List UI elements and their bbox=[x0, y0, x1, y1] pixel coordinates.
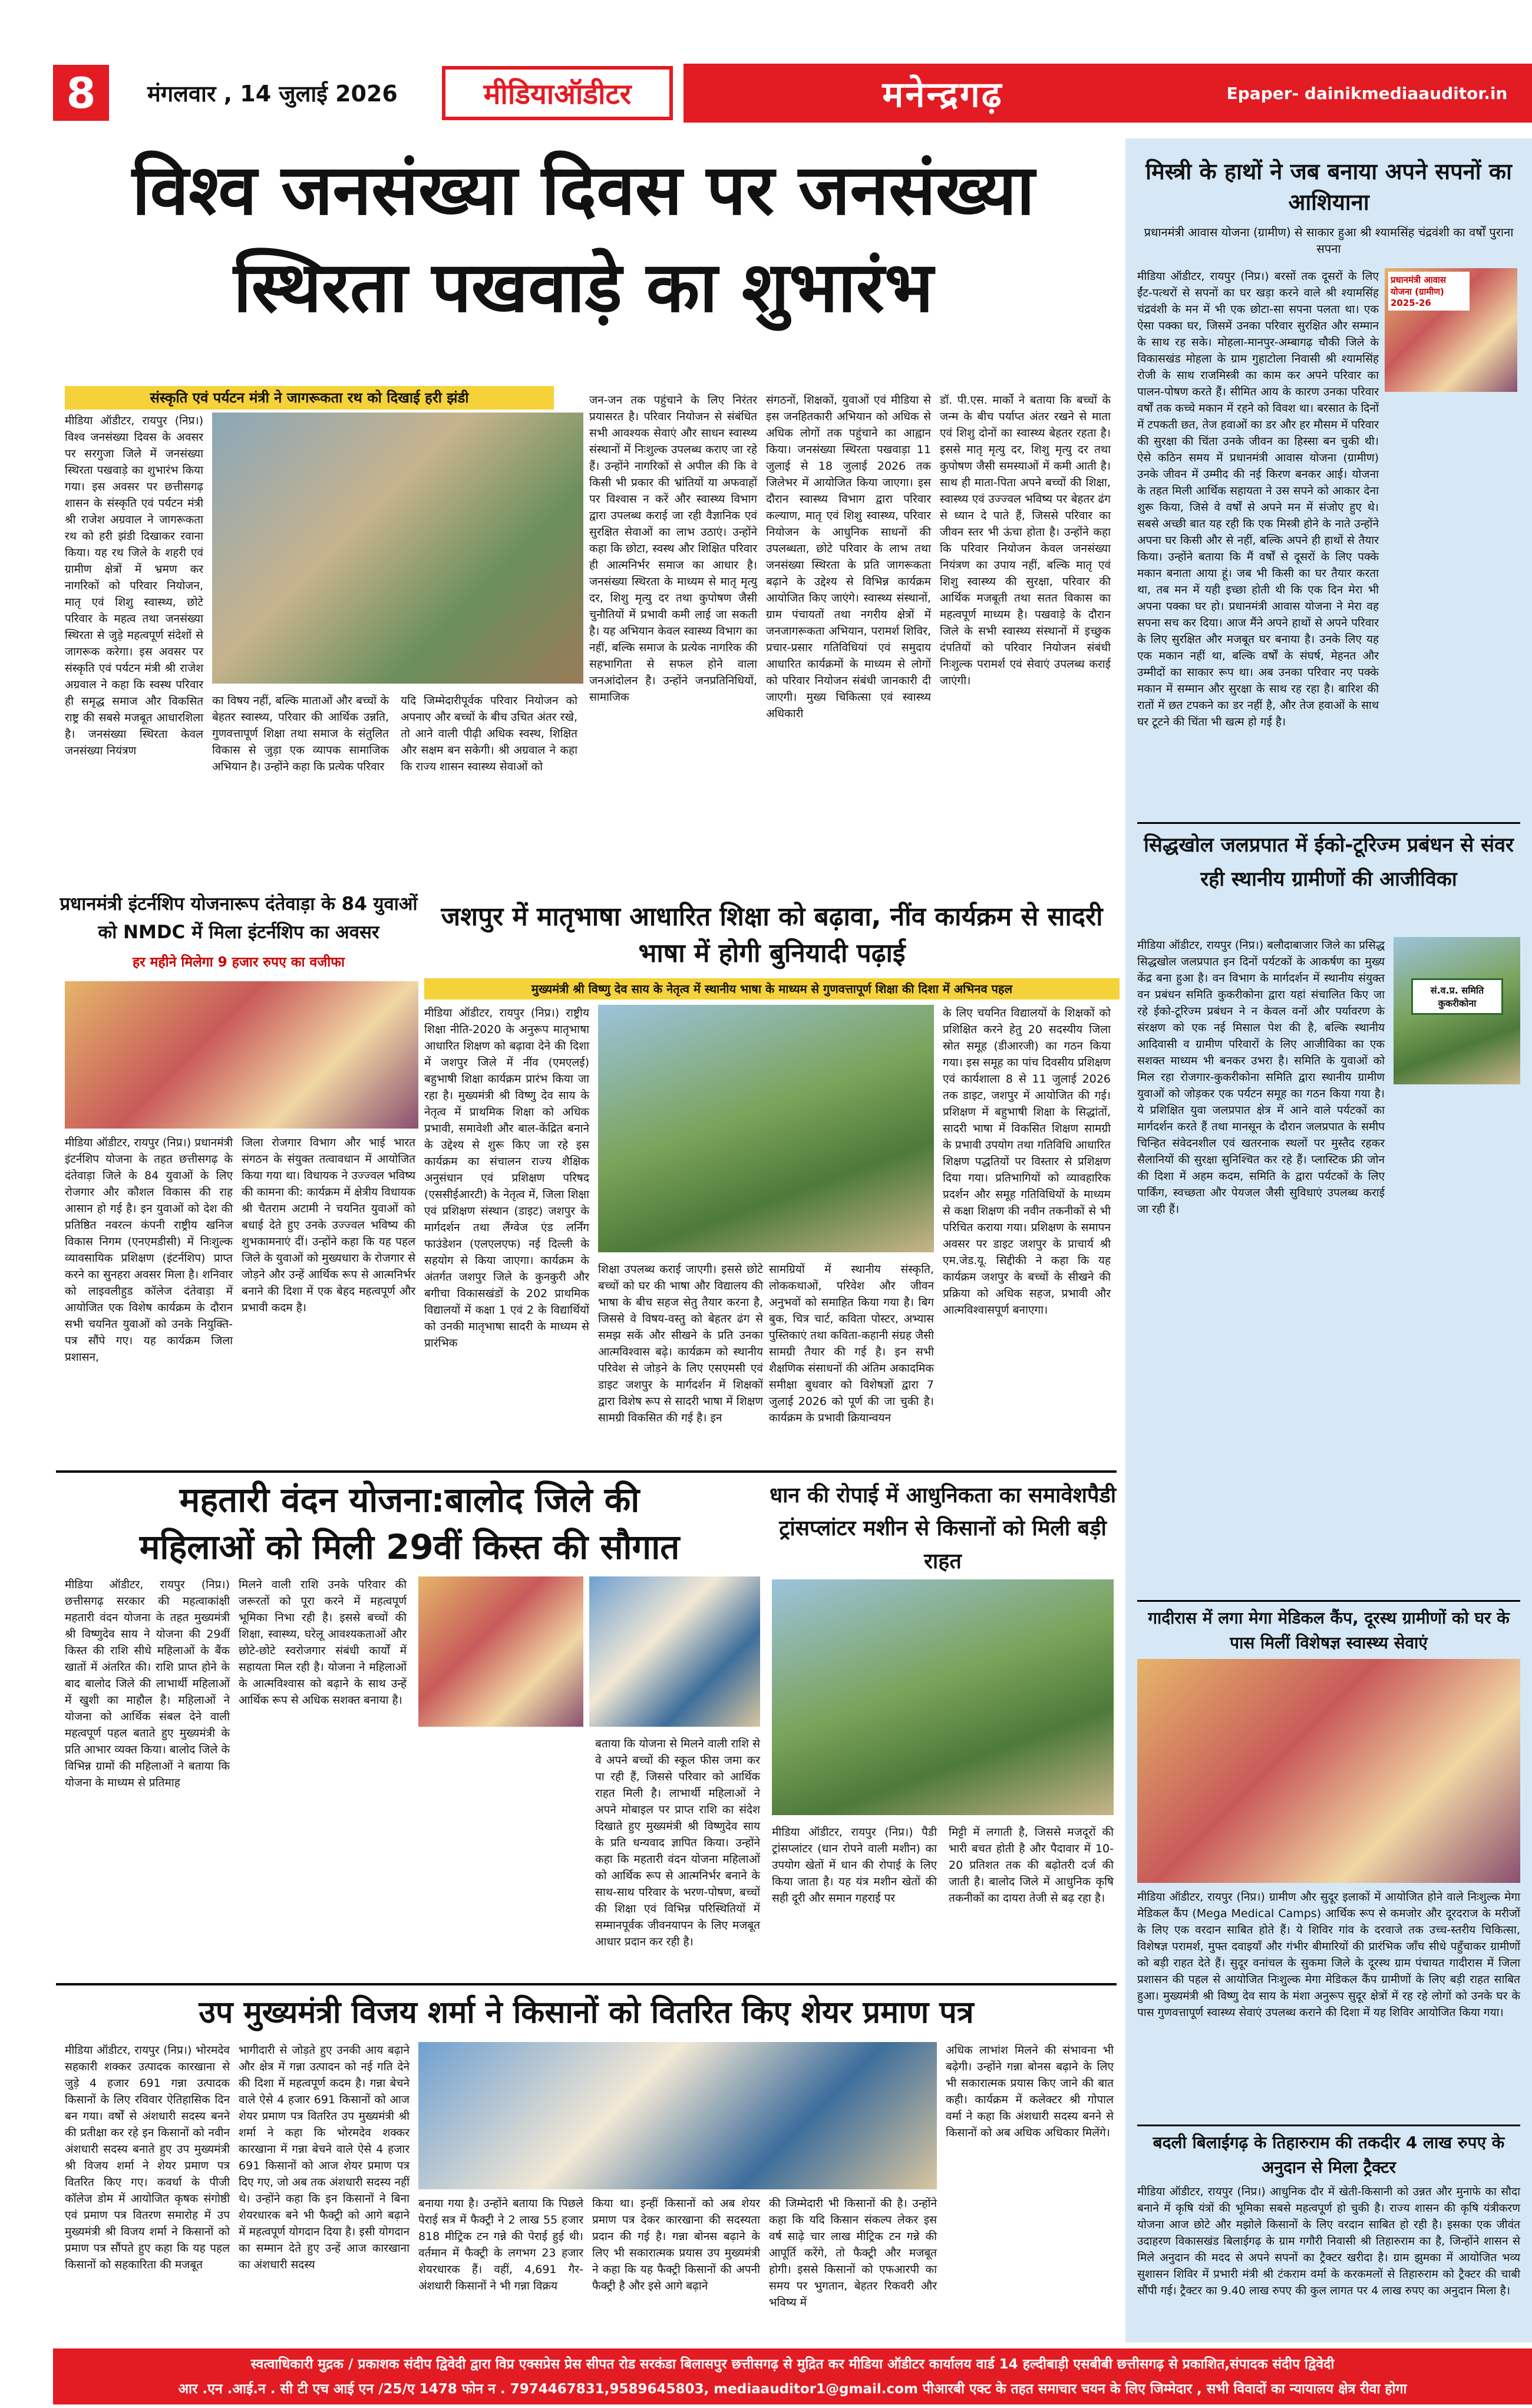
imprint-line2: आर .एन .आई.न . सी टी एच आई एन /25/ए 1478 फोन न . 7974467831,9589645803, mediaauditor1@gmail.com पीआरबी एक्ट के तहत समाचार चयन के लिए जिम्मेदार , सभी विवादों का न्यायालय क्षेत्र रीवा होगा bbox=[178, 2381, 1407, 2397]
sidebar-story1-photo bbox=[1385, 268, 1517, 392]
mahtari-col-3: बताया कि योजना से मिलने वाली राशि से वे अपने बच्चों की स्कूल फीस जमा कर पा रही हैं, जिससे परिवार को आर्थिक राहत मिली है। लाभार्थी महिलाओं ने अपने मोबाइल पर प्राप्त राशि का संदेश दिखाते हुए मुख्यमंत्री श्री विष्णुदेव साय के प्रति धन्यवाद ज्ञापित किया। उन्होंने कहा कि महतारी वंदन योजना महिलाओं को आर्थिक रूप से आत्मनिर्भर बनाने के साथ-साथ परिवार के भरण-पोषण, बच्चों की शिक्षा एवं विभिन्न परिस्थितियों में सम्मानपूर्वक जीवनयापन के लिए मजबूत आधार प्रदान कर रही है। bbox=[595, 1737, 760, 1948]
mahtari-photo-1 bbox=[418, 1576, 583, 1727]
sidebar bbox=[1125, 138, 1532, 2343]
share-col-1: मीडिया ऑडीटर, रायपुर (निप्र।) भोरमदेव सहकारी शक्कर उत्पादक कारखाना से जुड़े 4 हजार 691 गन्ना उत्पादक किसानों के लिए रविवार ऐतिहासिक दिन बन गया। वर्षों से अंशधारी सदस्य बनने की प्रतीक्षा कर रहे इन किसानों को नवीन अंशधारी सदस्य बनाते हुए उप मुख्यमंत्री श्री विजय शर्मा ने शेयर प्रमाण पत्र वितरित किए गए। कवर्धा के पीजी कॉलेज डोम में आयोजित कृषक संगोष्ठी एवं प्रमाण पत्र वितरण समारोह में उप मुख्यमंत्री श्री विजय शर्मा ने किसानों को प्रमाण पत्र सौंपते हुए कहा कि यह पहल किसानों को सहकारिता की मजबूत bbox=[65, 2044, 230, 2271]
signboard-line2: कुकरीकोना bbox=[1438, 998, 1477, 1009]
lead-col-1: मीडिया ऑडीटर, रायपुर (निप्र।) विश्व जनसंख्या दिवस के अवसर पर सरगुजा जिले में जनसंख्या स्थिरता पखवाड़े का शुभारंभ किया गया। इस अवसर पर छत्तीसगढ़ शासन के संस्कृति एवं पर्यटन मंत्री श्री राजेश अग्रवाल ने जागरूकता रथ को हरी झंडी दिखाकर रवाना किया। यह रथ जिले के शहरी एवं ग्रामीण क्षेत्रों में भ्रमण कर नागरिकों को परिवार नियोजन, मातृ एवं शिशु स्वास्थ्य, छोटे परिवार के महत्व तथा जनसंख्या स्थिरता से जुड़े महत्वपूर्ण संदेशों से जागरूक करेगा। इस अवसर पर संस्कृति एवं पर्यटन मंत्री श्री राजेश अग्रवाल ने कहा कि स्वस्थ परिवार ही समृद्ध समाज और विकसित राष्ट्र की सबसे मजबूत आधारशिला है। जनसंख्या स्थिरता केवल जनसंख्या नियंत्रण bbox=[65, 414, 203, 757]
jashpur-photo bbox=[598, 1005, 934, 1252]
sidebar-story3-headline: गादीरास में लगा मेगा मेडिकल कैंप, दूरस्थ ग्रामीणों को घर के पास मिलीं विशेषज्ञ स्वास्थ्य सेवाएं bbox=[1148, 1608, 1510, 1652]
page-number: 8 bbox=[53, 65, 109, 121]
share-col-3: बनाया गया है। उन्होंने बताया कि पिछले पेराई सत्र में फैक्ट्री ने 2 लाख 55 हजार 818 मीट्रिक टन गन्ने की पेराई हुई थी। वर्तमान में फैक्ट्री के लगभग 23 हजार शेयरधारक हैं। वहीं, 4,691 गैर-अंशधारी किसानों ने भी गन्ना विक्रय bbox=[418, 2197, 583, 2292]
divider bbox=[1137, 2125, 1520, 2126]
lead-headline-line2: स्थिरता पखवाड़े का शुभारंभ bbox=[233, 246, 933, 328]
paddy-photo bbox=[772, 1579, 1114, 1815]
share-col-6: अधिक लाभांश मिलने की संभावना भी बढ़ेगी। उन्होंने गन्ना बोनस बढ़ाने के लिए भी सकारात्मक प्रयास किए जाने की बात कही। कार्यक्रम में कलेक्टर श्री गोपाल वर्मा ने कहा कि अंशधारी सदस्य बनने से किसानों को अब अधिक अधिकार मिलेंगे। bbox=[946, 2044, 1114, 2139]
jashpur-col-3: सामग्रियों में स्थानीय संस्कृति, लोककथाओं, परिवेश और जीवन अनुभवों को समाहित किया गया है। बिग बुक, चित्र चार्ट, कविता पोस्टर, अभ्यास पुस्तिकाएं तथा कविता-कहानी संग्रह जैसी सामग्री तैयार की गई है। इन सभी शैक्षणिक संसाधनों की अंतिम अकादमिक समीक्षा बुधवार को विशेषज्ञों द्वारा 7 जुलाई 2026 को पूर्ण की जा चुकी है। कार्यक्रम के प्रभावी क्रियान्वयन bbox=[769, 1263, 934, 1424]
sidebar-story4-headline: बदली बिलाईगढ़ के तिहारुराम की तकदीर 4 लाख रुपए के अनुदान से मिला ट्रैक्टर bbox=[1153, 2133, 1505, 2177]
mahtari-photo-2 bbox=[589, 1576, 760, 1727]
paddy-headline: धान की रोपाई में आधुनिकता का समावेशपैडी ट्रांसप्लांटर मशीन से किसानों को मिली बड़ी राहत bbox=[769, 1483, 1117, 1574]
imprint-footer bbox=[53, 2348, 1532, 2404]
lead-col-6: डॉ. पी.एस. मार्को ने बताया कि बच्चों के जन्म के बीच पर्याप्त अंतर रखने से माता एवं शिशु दोनों का स्वास्थ्य बेहतर रहता है। इससे मातृ मृत्यु दर, शिशु मृत्यु दर तथा कुपोषण जैसी समस्याओं में कमी आती है। साथ ही माता-पिता अपने बच्चों की शिक्षा, स्वास्थ्य एवं उज्ज्वल भविष्य पर बेहतर ढंग से ध्यान दे पाते हैं, जिससे परिवार का जीवन स्तर भी ऊंचा होता है। उन्होंने कहा कि परिवार नियोजन केवल जनसंख्या नियंत्रण का उपाय नहीं, बल्कि मातृ एवं शिशु स्वास्थ्य की सुरक्षा, परिवार की आर्थिक मजबूती तथा सतत विकास का महत्वपूर्ण माध्यम है। पखवाड़े के दौरान जिले के सभी स्वास्थ्य संस्थानों में इच्छुक दंपतियों को परिवार नियोजन संबंधी निःशुल्क परामर्श एवं सेवाएं उपलब्ध कराई जाएंगी। bbox=[940, 394, 1111, 687]
sidebar-story2-headline: सिद्धखोल जलप्रपात में ईको-टूरिज्म प्रबंधन से संवर रही स्थानीय ग्रामीणों की आजीविका bbox=[1144, 833, 1514, 891]
share-photo bbox=[418, 2042, 937, 2189]
sidebar-story1-headline: मिस्त्री के हाथों ने जब बनाया अपने सपनों का आशियाना bbox=[1145, 159, 1512, 215]
divider bbox=[1137, 822, 1520, 824]
lead-col-3: यदि जिम्मेदारीपूर्वक परिवार नियोजन को अपनाए और बच्चों के बीच उचित अंतर रखे, तो आने वाली पीढ़ी अधिक स्वस्थ, शिक्षित और सक्षम बन सकेगी। श्री अग्रवाल ने कहा कि राज्य शासन स्वास्थ्य सेवाओं को bbox=[401, 694, 577, 773]
jashpur-col-2: शिक्षा उपलब्ध कराई जाएगी। इससे छोटे बच्चों को घर की भाषा और विद्यालय की भाषा के बीच सहज सेतु तैयार करना है, जिससे वे विषय-वस्तु को बेहतर ढंग से समझ सकें और सीखने के प्रति उनका आत्मविश्वास बढ़े। कार्यक्रम को स्थानीय परिवेश से जोड़ने के लिए एसएमसी एवं डाइट जशपुर के मार्गदर्शन में शिक्षकों द्वारा विशेष रूप से सादरी भाषा में शिक्षण सामग्री विकसित की गई है। इन bbox=[598, 1263, 763, 1424]
nmdc-photo bbox=[65, 981, 418, 1129]
paddy-col-2: मिट्टी में लगाती है, जिससे मजदूरों की भारी बचत होती है और पैदावार में 10-20 प्रतिशत तक की बढ़ोतरी दर्ज की जाती है। बालोद जिले में आधुनिक कृषि तकनीकों का दायरा तेजी से बढ़ रहा है। bbox=[949, 1826, 1114, 1905]
section-city: मनेन्द्रगढ़ bbox=[684, 64, 1202, 123]
sidebar-story2-body: मीडिया ऑडीटर, रायपुर (निप्र।) बलौदाबाजार जिले का प्रसिद्ध सिद्धखोल जलप्रपात इन दिनों पर्यटकों के आकर्षण का मुख्य केंद्र बना हुआ है। वन विभाग के मार्गदर्शन में स्थानीय संयुक्त वन प्रबंधन समिति कुकरीकोना द्वारा यहां संचालित किए जा रहे ईको-टूरिज्म प्रबंधन ने न केवल वनों और पर्यावरण के संरक्षण को एक नई मिसाल पेश की है, बल्कि स्थानीय आदिवासी व ग्रामीण परिवारों के लिए आजीविका का एक सशक्त माध्यम भी बनकर उभरा है। समिति के युवाओं को मिल रहा रोजगार-कुकरीकोना समिति द्वारा स्थानीय ग्रामीण युवाओं को जोड़कर एक पर्यटन समूह का गठन किया गया है। ये प्रशिक्षित युवा जलप्रपात क्षेत्र में आने वाले पर्यटकों का मार्गदर्शन करते हैं तथा मानसून के दौरान जलप्रपात के समीप चिन्हित संवेदनशील एवं खतरनाक स्थलों पर मुस्तैद रहकर सैलानियों की सुरक्षा सुनिश्चित कर रहे हैं। प्लास्टिक फ्री जोन की दिशा में अहम कदम, समिति के द्वारा पर्यटकों के लिए पार्किंग, स्वच्छता और पेयजल जैसी सुविधाएं उपलब्ध कराई जा रही हैं। bbox=[1137, 939, 1385, 1216]
sidebar-story1-body-b bbox=[1137, 392, 1520, 816]
jashpur-headline: जशपुर में मातृभाषा आधारित शिक्षा को बढ़ावा, नींव कार्यक्रम से सादरी भाषा में होगी बुनियादी पढ़ाई bbox=[441, 902, 1103, 968]
lead-headline bbox=[53, 141, 1114, 336]
divider bbox=[1137, 1600, 1520, 1602]
jashpur-kicker: मुख्यमंत्री श्री विष्णु देव साय के नेतृत्व में स्थानीय भाषा के माध्यम से गुणवत्तापूर्ण शिक्षा की दिशा में अभिनव पहल bbox=[424, 978, 1120, 1000]
pm-awas-badge: प्रधानमंत्री आवास योजना (ग्रामीण) 2025-26 bbox=[1388, 272, 1470, 311]
sidebar-story3-body: मीडिया ऑडीटर, रायपुर (निप्र।) ग्रामीण और सुदूर इलाकों में आयोजित होने वाले निःशुल्क मेगा मेडिकल कैंप (Mega Medical Camps) आर्थिक रूप से कमजोर और दूरदराज के मरीजों के लिए एक वरदान साबित होते हैं। ये शिविर गांव के दरवाजे तक उच्च-स्तरीय चिकित्सा, विशेषज्ञ परामर्श, मुफ्त दवाइयाँ और गंभीर बीमारियों की प्रारंभिक जाँच सीधे पहुँचाकर ग्रामीणों को बड़ी राहत देते हैं। सुदूर वनांचल के सुकमा जिले के दूरस्थ ग्राम पंचायत गादीरास में जिला प्रशासन की पहल से आयोजित निःशुल्क मेगा मेडिकल कैंप ग्रामीणों के लिए बड़ी राहत साबित हुआ। मुख्यमंत्री श्री विष्णु देव साय के मंशा अनुरूप सुदूर क्षेत्रों में रह रहे लोगों को उनके घर के पास गुणवत्तापूर्ण स्वास्थ्य सेवाएं उपलब्ध कराने की दिशा में यह शिविर आयोजित किया गया। bbox=[1137, 1891, 1520, 2019]
mahtari-headline-line1: महतारी वंदन योजना:बालोद जिले की bbox=[179, 1480, 640, 1520]
lead-headline-line1: विश्व जनसंख्या दिवस पर जनसंख्या bbox=[132, 149, 1035, 230]
committee-signboard bbox=[1411, 978, 1503, 1015]
divider bbox=[56, 1983, 1117, 1985]
sidebar-story1-sub: प्रधानमंत्री आवास योजना (ग्रामीण) से साकार हुआ श्री श्यामसिंह चंद्रवंशी का वर्षों पुराना सपना bbox=[1144, 225, 1514, 256]
sidebar-story1-body-a: मीडिया ऑडीटर, रायपुर (निप्र।) बरसों तक दूसरों के लिए ईंट-पत्थरों से सपनों का घर खड़ा करने वाले श्री श्यामसिंह चंद्रवंशी के मन में भी एक छोटा-सा सपना पलता था। एक ऐसा पक्का घर, जिसमें उनका परिवार सुरक्षित और सम्मान के साथ रह सके। मोहला-मानपुर-अम्बागढ़ चौकी जिले के विकासखंड मोहला के ग्राम गुहाटोला निवासी श्री श्यामसिंह रोजी के साथ राजमिस्त्री का काम कर अपने परिवार का पालन-पोषण करते हैं। सीमित आय के कारण उनका परिवार वर्षों तक कच्चे मकान में रहने को विवश था। बरसात के दिनों में टपकती छत, तेज हवाओं का डर और हर मौसम में परिवार की सुरक्षा की चिंता उनके जीवन का हिस्सा बन चुकी थी। ऐसे कठिन समय में प्रधानमंत्री आवास योजना (ग्रामीण) उनके जीवन में उम्मीद की नई किरण बनकर आई। योजना के तहत मिली आर्थिक सहायता ने उस सपने को आकार देना शुरू किया, जिसे वे वर्षों से अपने मन में संजोए हुए थे। सबसे अच्छी बात यह रही कि एक मिस्त्री होने के नाते उन्होंने अपना घर किसी और से नहीं, बल्कि अपने ही हाथों से तैयार किया। उन्होंने बताया कि मैं वर्षों से दूसरों के लिए पक्के मकान बनाता आया हूं। जब भी किसी का घर तैयार करता था, तब मन में यही इच्छा होती थी कि एक दिन मेरा भी अपना पक्का घर हो। प्रधानमंत्री आवास योजना ने मेरा वह सपना सच कर दिया। आज मैंने अपने हाथों से अपने परिवार के लिए सुरक्षित और मजबूत घर बनाया है। उनके लिए यह एक मकान नहीं था, बल्कि वर्षों के संघर्ष, मेहनत और उम्मीदों का साकार रूप था। अब उनका परिवार नए पक्के मकान में सम्मान और सुरक्षा के साथ रह रहा है। बारिश की रातों में छत टपकने का डर नहीं है, और तेज हवाओं के साथ घर टूटने की चिंता भी खत्म हो गई है। bbox=[1137, 270, 1379, 728]
sidebar-story3-photo bbox=[1137, 1659, 1520, 1883]
nmdc-col-2: जिला रोजगार विभाग और भाई भारत संगठन के संयुक्त तत्वावधान में आयोजित किया गया था। विधायक ने उज्ज्वल भविष्य की कामना की: कार्यक्रम में क्षेत्रीय विधायक श्री चैतराम अटामी ने चयनित युवाओं को बधाई देते हुए उनके उज्ज्वल भविष्य की शुभकामनाएं दीं। उन्होंने कहा कि यह पहल जिले के युवाओं को मुख्यधारा के रोजगार से जोड़ने और उन्हें आर्थिक रूप से आत्मनिर्भर बनाने की दिशा में एक बेहद महत्वपूर्ण और प्रभावी कदम है। bbox=[242, 1136, 415, 1314]
mahtari-headline-line2: महिलाओं को मिली 29वीं किस्त की सौगात bbox=[139, 1527, 680, 1567]
share-col-4: किया था। इन्हीं किसानों को अब शेयर प्रमाण पत्र देकर कारखाना की सदस्यता प्रदान की गई है। गन्ना बोनस बढ़ाने के लिए भी सकारात्मक प्रयास उप मुख्यमंत्री ने कहा कि यह फैक्ट्री किसानों की अपनी फैक्ट्री है और इसे आगे बढ़ाने bbox=[592, 2197, 760, 2292]
lead-kicker: संस्कृति एवं पर्यटन मंत्री ने जागरूकता रथ को दिखाई हरी झंडी bbox=[65, 386, 554, 410]
share-headline: उप मुख्यमंत्री विजय शर्मा ने किसानों को वितरित किए शेयर प्रमाण पत्र bbox=[199, 1995, 974, 2030]
divider bbox=[56, 1470, 1117, 1473]
mahtari-col-1: मीडिया ऑडीटर, रायपुर (निप्र।) छत्तीसगढ़ सरकार की महत्वाकांक्षी महतारी वंदन योजना के तहत मुख्यमंत्री श्री विष्णुदेव साय ने योजना की 29वीं किस्त की राशि सीधे महिलाओं के बैंक खातों में अंतरित की। राशि प्राप्त होने के बाद बालोद जिले की लाभार्थी महिलाओं में खुशी का माहौल है। महिलाओं ने योजना को आर्थिक संबल देने वाली महत्वपूर्ण पहल बताते हुए मुख्यमंत्री के प्रति आभार व्यक्त किया। बालोद जिले के विभिन्न ग्रामों की महिलाओं ने बताया कि योजना के माध्यम से प्रतिमाह bbox=[65, 1578, 230, 1789]
jashpur-col-1: मीडिया ऑडीटर, रायपुर (निप्र।) राष्ट्रीय शिक्षा नीति-2020 के अनुरूप मातृभाषा आधारित शिक्षण को बढ़ावा देने की दिशा में जशपुर जिले में नींव (एमएलई) बहुभाषी शिक्षा कार्यक्रम प्रारंभ किया जा रहा है। मुख्यमंत्री श्री विष्णु देव साय के नेतृत्व में प्राथमिक शिक्षा को अधिक प्रभावी, समावेशी और बाल-केंद्रित बनाने के उद्देश्य से शुरू किए जा रहे इस कार्यक्रम का संचालन राज्य शैक्षिक अनुसंधान एवं प्रशिक्षण परिषद (एससीईआरटी) के नेतृत्व में, जिला शिक्षा एवं प्रशिक्षण संस्थान (डाइट) जशपुर के मार्गदर्शन तथा लैंग्वेज एंड लर्निंग फाउंडेशन (एलएलएफ) नई दिल्ली के सहयोग से किया जाएगा। कार्यक्रम के अंतर्गत जशपुर जिले के कुनकुरी और बगीचा विकासखंडों के 202 प्राथमिक विद्यालयों में कक्षा 1 एवं 2 के विद्यार्थियों को उनकी मातृभाषा सादरी के माध्यम से प्रारंभिक bbox=[424, 1007, 589, 1350]
share-col-5: की जिम्मेदारी भी किसानों की है। उन्होंने कहा कि यदि किसान संकल्प लेकर इस वर्ष साढ़े चार लाख मीट्रिक टन गन्ने की आपूर्ति करेंगे, तो फैक्ट्री और मजबूत होगी। इससे किसानों को एफआरपी का समय पर भुगतान, बेहतर रिकवरी और भविष्य में bbox=[769, 2197, 937, 2309]
lead-col-5: संगठनों, शिक्षकों, युवाओं एवं मीडिया से इस जनहितकारी अभियान को अधिक से अधिक लोगों तक पहुंचाने का आह्वान किया। जनसंख्या स्थिरता पखवाड़ा 11 जुलाई से 18 जुलाई 2026 तक जिलेभर में आयोजित किया जाएगा। इस दौरान स्वास्थ्य विभाग द्वारा परिवार कल्याण, मातृ एवं शिशु स्वास्थ्य, परिवार नियोजन के आधुनिक साधनों की उपलब्धता, छोटे परिवार के लाभ तथा जनसंख्या स्थिरता के प्रति जागरूकता बढ़ाने के उद्देश्य से विभिन्न कार्यक्रम आयोजित किए जाएंगे। स्वास्थ्य संस्थानों, ग्राम पंचायतों तथा नगरीय क्षेत्रों में जनजागरूकता अभियान, परामर्श शिविर, प्रचार-प्रसार गतिविधियां एवं समुदाय आधारित कार्यक्रमों के माध्यम से लोगों को परिवार नियोजन संबंधी जानकारी दी जाएगी। मुख्य चिकित्सा एवं स्वास्थ्य अधिकारी bbox=[766, 394, 931, 720]
nmdc-headline: प्रधानमंत्री इंटर्नशिप योजनारूप दंतेवाड़ा के 84 युवाओं को NMDC में मिला इंटर्नशिप का अवसर bbox=[60, 893, 418, 943]
masthead bbox=[0, 0, 1532, 121]
nmdc-kicker: हर महीने मिलेगा 9 हजार रुपए का वजीफा bbox=[133, 955, 345, 970]
paddy-col-1: मीडिया ऑडीटर, रायपुर (निप्र।) पैडी ट्रांसप्लांटर (धान रोपने वाली मशीन) का उपयोग खेतों में धान की रोपाई के लिए किया जाता है। यह यंत्र मशीन खेतों की सही दूरी और समान गहराई पर bbox=[772, 1826, 937, 1905]
nmdc-col-1: मीडिया ऑडीटर, रायपुर (निप्र।) प्रधानमंत्री इंटर्नशिप योजना के तहत छत्तीसगढ़ के दंतेवाड़ा जिले के 84 युवाओं के लिए रोजगार और कौशल विकास की राह आसान हो गई है। इन युवाओं को देश की प्रतिष्ठित नवरत्न कंपनी राष्ट्रीय खनिज विकास निगम (एनएमडीसी) में निःशुल्क व्यावसायिक प्रशिक्षण (इंटर्नशिप) प्राप्त करने का सुनहरा अवसर मिला है। शनिवार को लाइवलीहुड कॉलेज दंतेवाड़ा में आयोजित एक विशेष कार्यक्रम के दौरान सभी चयनित युवाओं को उनके नियुक्ति-पत्र सौंपे गए। यह कार्यक्रम जिला प्रशासन, bbox=[65, 1136, 233, 1364]
imprint-line1: स्वत्वाधिकारी मुद्रक / प्रकाशक संदीप द्विवेदी द्वारा विप्र एक्सप्रेस प्रेस सीपत रोड सरकंडा बिलासपुर छत्तीसगढ़ से मुद्रित कर मीडिया ऑडीटर कार्यालय वार्ड 14 हल्दीबाड़ी एसबीबी छत्तीसगढ़ से प्रकाशित,संपादक संदीप द्विवेदी bbox=[250, 2357, 1335, 2372]
lead-col-4: जन-जन तक पहुंचाने के लिए निरंतर प्रयासरत है। परिवार नियोजन से संबंधित सभी आवश्यक सेवाएं और साधन स्वास्थ्य संस्थानों में निःशुल्क उपलब्ध कराए जा रहे हैं। उन्होंने नागरिकों से अपील की कि वे किसी भी प्रकार की भ्रांतियों या अफवाहों पर विश्वास न करें और स्वास्थ्य विभाग द्वारा उपलब्ध कराई जा रही वैज्ञानिक एवं सुरक्षित सेवाओं का लाभ उठाएं। उन्होंने कहा कि छोटा, स्वस्थ और शिक्षित परिवार ही आत्मनिर्भर समाज का आधार है। जनसंख्या स्थिरता के माध्यम से मातृ मृत्यु दर, शिशु मृत्यु दर तथा कुपोषण जैसी चुनौतियों में प्रभावी कमी लाई जा सकती है। यह अभियान केवल स्वास्थ्य विभाग का नहीं, बल्कि समाज के प्रत्येक नागरिक की सहभागिता से सफल होने वाला जनआंदोलन है। उन्होंने जनप्रतिनिधियों, सामाजिक bbox=[589, 394, 757, 704]
mahtari-col-2: मिलने वाली राशि उनके परिवार की जरूरतों को पूरा करने में महत्वपूर्ण भूमिका निभा रही है। इससे बच्चों की शिक्षा, स्वास्थ्य, घरेलू आवश्यकताओं और छोटे-छोटे स्वरोजगार संबंधी कार्यों में सहायता मिल रही है। योजना ने महिलाओं के आत्मविश्वास को बढ़ाने के साथ उन्हें आर्थिक रूप से अधिक सशक्त बनाया है। bbox=[239, 1578, 407, 1707]
sidebar-story4-body: मीडिया ऑडीटर, रायपुर (निप्र।) आधुनिक दौर में खेती-किसानी को उन्नत और मुनाफे का सौदा बनाने में कृषि यंत्रों की भूमिका सबसे महत्वपूर्ण हो चुकी है। राज्य शासन की कृषि यंत्रीकरण योजना आज छोटे और मझोले किसानों के लिए वरदान साबित हो रही है। इसका एक जीवंत उदाहरण विकासखंड बिलाईगढ़ के ग्राम गगौरी निवासी श्री तिहारुराम का है, जिन्होंने शासन से मिले अनुदान की मदद से अपने सपनों का ट्रैक्टर खरीदा है। ग्राम झुमका में आयोजित भव्य सुशासन शिविर में प्रभारी मंत्री श्री टंकराम वर्मा के करकमलों से तिहारुराम को ट्रैक्टर की चाबी सौंपी गई। ट्रैक्टर का 9.40 लाख रुपए की कुल लागत पर 4 लाख रुपए का अनुदान मिला है। bbox=[1137, 2185, 1520, 2297]
issue-date: मंगलवार , 14 जुलाई 2026 bbox=[147, 81, 398, 107]
share-col-2: भागीदारी से जोड़ते हुए उनकी आय बढ़ाने और क्षेत्र में गन्ना उत्पादन को नई गति देने की दिशा में महत्वपूर्ण कदम है। गन्ना बेचने वाले ऐसे 4 हजार 691 किसानों को आज शेयर प्रमाण पत्र वितरित उप मुख्यमंत्री श्री शर्मा ने कहा कि भोरमदेव शक्कर कारखाना में गन्ना बेचने वाले ऐसे 4 हजार 691 किसानों को आज शेयर प्रमाण पत्र दिए गए, जो अब तक अंशधारी सदस्य नहीं थे। उन्होंने कहा कि इन किसानों ने बिना शेयरधारक बने भी फैक्ट्री को आगे बढ़ाने में महत्वपूर्ण योगदान दिया है। इसी योगदान का सम्मान देते हुए उन्हें आज कारखाना का अंशधारी सदस्य bbox=[239, 2044, 410, 2271]
signboard-line1: सं.व.प्र. समिति bbox=[1430, 985, 1484, 996]
jashpur-col-4: के लिए चयनित विद्यालयों के शिक्षकों को प्रशिक्षित करने हेतु 20 सदस्यीय जिला स्रोत समूह (डीआरजी) का गठन किया गया। इस समूह का पांच दिवसीय प्रशिक्षण एवं कार्यशाला 8 से 11 जुलाई 2026 तक डाइट, जशपुर में आयोजित की गई। प्रशिक्षण में बहुभाषी शिक्षा के सिद्धांतों, सादरी भाषा में विकसित शिक्षण सामग्री के प्रभावी उपयोग तथा गतिविधि आधारित शिक्षण पद्धतियों पर विस्तार से प्रशिक्षण दिया गया। प्रतिभागियों को व्यावहारिक प्रदर्शन और समूह गतिविधियों के माध्यम से कक्षा शिक्षण की नवीन तकनीकों से भी परिचित कराया गया। प्रशिक्षण के समापन अवसर पर डाइट जशपुर के प्राचार्य श्री एम.जेड.यू. सिद्दीकी ने कहा कि यह कार्यक्रम जशपुर के बच्चों के सीखने की प्रक्रिया को अधिक सहज, प्रभावी और आत्मविश्वासपूर्ण बनाएगा। bbox=[943, 1007, 1111, 1317]
lead-photo bbox=[212, 413, 583, 684]
lead-col-2: का विषय नहीं, बल्कि माताओं और बच्चों के बेहतर स्वास्थ्य, परिवार की आर्थिक उन्नति, गुणवत्तापूर्ण शिक्षा तथा समाज के संतुलित विकास से जुड़ा एक व्यापक सामाजिक अभियान है। उन्होंने कहा कि प्रत्येक परिवार bbox=[212, 694, 389, 773]
epaper-link[interactable]: Epaper- dainikmediaauditor.in bbox=[1202, 64, 1532, 123]
sidebar-story2-photo bbox=[1394, 937, 1520, 1084]
mahtari-headline bbox=[56, 1476, 763, 1571]
brand-logo: मीडियाऑडीटर bbox=[442, 66, 673, 120]
